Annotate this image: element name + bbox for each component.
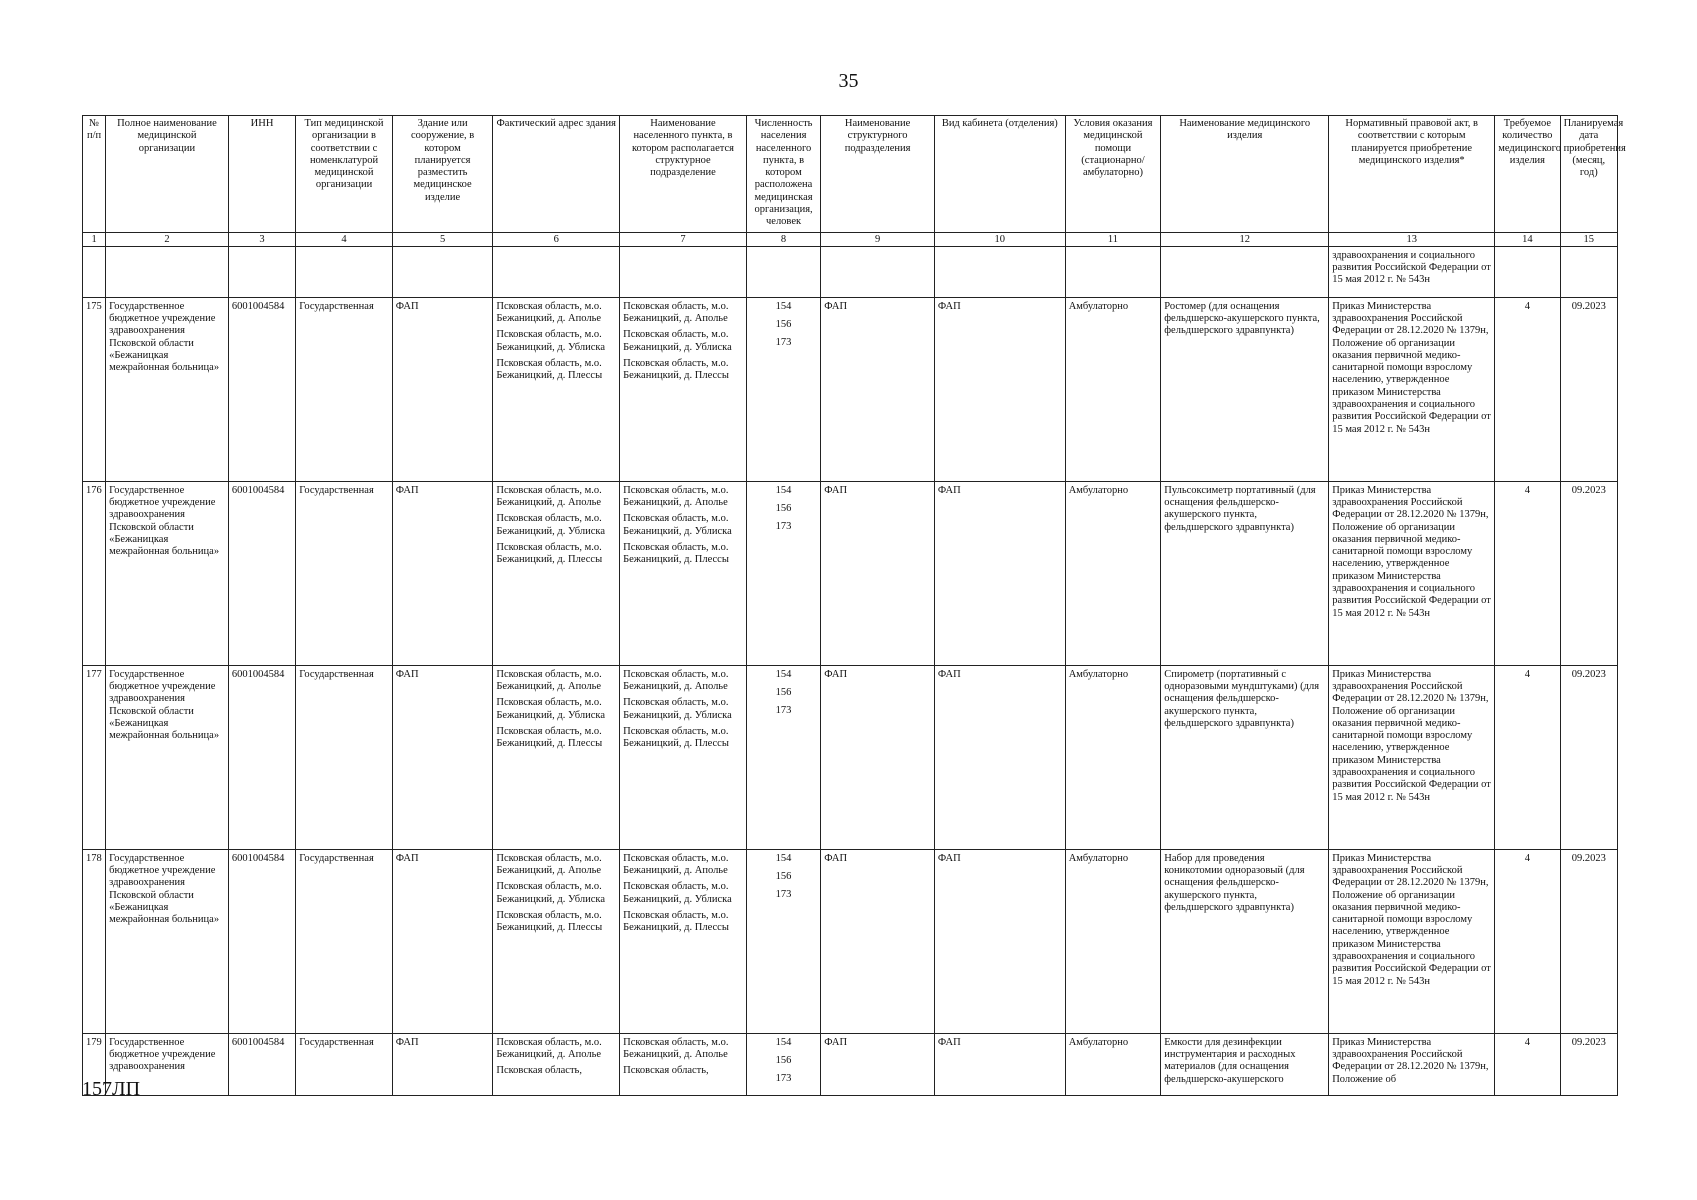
structural-unit: ФАП xyxy=(821,1033,935,1095)
row-number: 175 xyxy=(83,297,106,481)
population-value: 156 xyxy=(775,318,792,330)
legal-act: Приказ Министерства здравоохранения Российской Федерации от 28.12.2020 № 1379н, Положение об xyxy=(1329,1033,1495,1095)
settlement-line: Псковская область, м.о. Бежаницкий, д. Плессы xyxy=(623,725,729,750)
column-number: 13 xyxy=(1329,232,1495,246)
header-row xyxy=(83,116,1618,233)
address-line: Псковская область, xyxy=(496,1065,582,1077)
purchase-date: 09.2023 xyxy=(1560,481,1617,665)
continuation-act-text: здравоохранения и социального развития Российской Федерации от 15 мая 2012 г. № 543н xyxy=(1329,246,1495,297)
row-number: 178 xyxy=(83,849,106,1033)
table-row xyxy=(83,665,1618,849)
address-line: Псковская область, м.о. Бежаницкий, д. Аполье xyxy=(496,852,602,876)
cabinet-type: ФАП xyxy=(934,1033,1065,1095)
population-value: 156 xyxy=(775,686,792,698)
structural-unit: ФАП xyxy=(821,665,935,849)
org-type: Государственная xyxy=(296,665,393,849)
device-name: Пульсоксиметр портативный (для оснащения фельдшерско-акушерского пункта, фельдшерского здравпункта) xyxy=(1161,481,1329,665)
device-name: Спирометр (портативный с одноразовыми мундштуками) (для оснащения фельдшерско-акушерского пункта, фельдшерского здравпункта) xyxy=(1161,665,1329,849)
org-type: Государственная xyxy=(296,849,393,1033)
quantity: 4 xyxy=(1495,849,1560,1033)
inn: 6001004584 xyxy=(228,481,295,665)
care-conditions: Амбулаторно xyxy=(1065,1033,1161,1095)
population-value: 154 xyxy=(775,852,792,864)
address-line: Псковская область, м.о. Бежаницкий, д. Ублиска xyxy=(496,697,605,721)
population-value: 173 xyxy=(775,1073,792,1085)
settlement-cell xyxy=(620,849,747,1033)
quantity: 4 xyxy=(1495,665,1560,849)
footer-code: 157ЛП xyxy=(82,1078,141,1100)
settlement-line: Псковская область, xyxy=(623,1065,709,1077)
address-line: Псковская область, м.о. Бежаницкий, д. Плессы xyxy=(496,909,603,934)
care-conditions: Амбулаторно xyxy=(1065,297,1161,481)
cabinet-type: ФАП xyxy=(934,297,1065,481)
address-cell xyxy=(493,849,620,1033)
device-name: Ростомер (для оснащения фельдшерско-акушерского пункта, фельдшерского здравпункта) xyxy=(1161,297,1329,481)
building: ФАП xyxy=(392,849,493,1033)
legal-act: Приказ Министерства здравоохранения Российской Федерации от 28.12.2020 № 1379н, Положение об организации оказания первичной медико-санитарной помощи взрослому населению, утвержденное приказом Министерства здравоохранения и социального развития Российской Федерации от 15 мая 2012 г. № 543н xyxy=(1329,665,1495,849)
org-name: Государственное бюджетное учреждение здравоохранения xyxy=(106,1033,229,1095)
care-conditions: Амбулаторно xyxy=(1065,665,1161,849)
column-number: 12 xyxy=(1161,232,1329,246)
settlement-line: Псковская область, м.о. Бежаницкий, д. Аполье xyxy=(623,852,729,876)
care-conditions: Амбулаторно xyxy=(1065,481,1161,665)
population-value: 173 xyxy=(775,337,792,349)
inn: 6001004584 xyxy=(228,849,295,1033)
purchase-date: 09.2023 xyxy=(1560,665,1617,849)
building: ФАП xyxy=(392,297,493,481)
column-number: 11 xyxy=(1065,232,1161,246)
building: ФАП xyxy=(392,665,493,849)
settlement-line: Псковская область, м.о. Бежаницкий, д. Аполье xyxy=(623,1036,729,1060)
address-line: Псковская область, м.о. Бежаницкий, д. Ублиска xyxy=(496,513,605,537)
medical-equipment-table xyxy=(82,115,1626,1096)
header-col-2: Полное наименование медицинской организации xyxy=(106,116,229,233)
address-line: Псковская область, м.о. Бежаницкий, д. Плессы xyxy=(496,725,603,750)
org-type: Государственная xyxy=(296,297,393,481)
population-cell xyxy=(746,849,820,1033)
org-type: Государственная xyxy=(296,1033,393,1095)
header-col-1: № п/п xyxy=(83,116,106,233)
settlement-line: Псковская область, м.о. Бежаницкий, д. Ублиска xyxy=(623,881,732,905)
header-col-5: Здание или сооружение, в котором планируется разместить медицинское изделие xyxy=(392,116,493,233)
table-row xyxy=(83,297,1618,481)
row-number: 177 xyxy=(83,665,106,849)
column-number: 9 xyxy=(821,232,935,246)
address-cell xyxy=(493,297,620,481)
inn: 6001004584 xyxy=(228,665,295,849)
settlement-line: Псковская область, м.о. Бежаницкий, д. Аполье xyxy=(623,484,729,508)
structural-unit: ФАП xyxy=(821,481,935,665)
address-line: Псковская область, м.о. Бежаницкий, д. Аполье xyxy=(496,484,602,508)
column-number-row xyxy=(83,232,1618,246)
cabinet-type: ФАП xyxy=(934,481,1065,665)
column-number: 3 xyxy=(228,232,295,246)
org-type: Государственная xyxy=(296,481,393,665)
address-line: Псковская область, м.о. Бежаницкий, д. Аполье xyxy=(496,668,602,692)
address-cell xyxy=(493,481,620,665)
org-name: Государственное бюджетное учреждение здравоохранения Псковской области «Бежаницкая межрайонная больница» xyxy=(106,481,229,665)
population-value: 156 xyxy=(775,870,792,882)
device-name: Набор для проведения коникотомии одноразовый (для оснащения фельдшерско-акушерского пункта, фельдшерского здравпункта) xyxy=(1161,849,1329,1033)
header-col-14: Требуемое количество медицинского изделия xyxy=(1495,116,1560,233)
org-name: Государственное бюджетное учреждение здравоохранения Псковской области «Бежаницкая межрайонная больница» xyxy=(106,297,229,481)
row-number: 176 xyxy=(83,481,106,665)
cabinet-type: ФАП xyxy=(934,665,1065,849)
inn: 6001004584 xyxy=(228,297,295,481)
header-col-11: Условия оказания медицинской помощи (стационарно/ амбулаторно) xyxy=(1065,116,1161,233)
column-number: 10 xyxy=(934,232,1065,246)
header-col-6: Фактический адрес здания xyxy=(493,116,620,233)
population-value: 156 xyxy=(775,502,792,514)
address-line: Псковская область, м.о. Бежаницкий, д. Ублиска xyxy=(496,881,605,905)
table-row xyxy=(83,481,1618,665)
inn: 6001004584 xyxy=(228,1033,295,1095)
population-value: 173 xyxy=(775,521,792,533)
header-col-3: ИНН xyxy=(228,116,295,233)
column-number: 7 xyxy=(620,232,747,246)
column-number: 1 xyxy=(83,232,106,246)
address-cell xyxy=(493,665,620,849)
population-value: 154 xyxy=(775,1036,792,1048)
legal-act: Приказ Министерства здравоохранения Российской Федерации от 28.12.2020 № 1379н, Положение об организации оказания первичной медико-санитарной помощи взрослому населению, утвержденное приказом Министерства здравоохранения и социального развития Российской Федерации от 15 мая 2012 г. № 543н xyxy=(1329,849,1495,1033)
population-value: 156 xyxy=(775,1054,792,1066)
population-cell xyxy=(746,1033,820,1095)
address-line: Псковская область, м.о. Бежаницкий, д. Плессы xyxy=(496,357,603,382)
settlement-line: Псковская область, м.о. Бежаницкий, д. Плессы xyxy=(623,357,729,382)
column-number: 4 xyxy=(296,232,393,246)
header-col-15: Планируемая дата приобретения (месяц, год) xyxy=(1560,116,1617,233)
settlement-line: Псковская область, м.о. Бежаницкий, д. Плессы xyxy=(623,541,729,566)
column-number: 2 xyxy=(106,232,229,246)
address-cell xyxy=(493,1033,620,1095)
population-value: 173 xyxy=(775,705,792,717)
header-col-9: Наименование структурного подразделения xyxy=(821,116,935,233)
address-line: Псковская область, м.о. Бежаницкий, д. Аполье xyxy=(496,1036,602,1060)
population-value: 154 xyxy=(775,668,792,680)
legal-act: Приказ Министерства здравоохранения Российской Федерации от 28.12.2020 № 1379н, Положение об организации оказания первичной медико-санитарной помощи взрослому населению, утвержденное приказом Министерства здравоохранения и социального развития Российской Федерации от 15 мая 2012 г. № 543н xyxy=(1329,481,1495,665)
header-col-8: Численность населения населенного пункта, в котором расположена медицинская организация, человек xyxy=(746,116,820,233)
population-cell xyxy=(746,665,820,849)
column-number: 15 xyxy=(1560,232,1617,246)
cabinet-type: ФАП xyxy=(934,849,1065,1033)
table-row xyxy=(83,849,1618,1033)
column-number: 8 xyxy=(746,232,820,246)
settlement-cell xyxy=(620,481,747,665)
quantity: 4 xyxy=(1495,481,1560,665)
population-cell xyxy=(746,481,820,665)
row-number: 179 xyxy=(83,1033,106,1095)
org-name: Государственное бюджетное учреждение здравоохранения Псковской области «Бежаницкая межрайонная больница» xyxy=(106,849,229,1033)
purchase-date: 09.2023 xyxy=(1560,297,1617,481)
column-number: 6 xyxy=(493,232,620,246)
quantity: 4 xyxy=(1495,1033,1560,1095)
population-cell xyxy=(746,297,820,481)
care-conditions: Амбулаторно xyxy=(1065,849,1161,1033)
structural-unit: ФАП xyxy=(821,849,935,1033)
settlement-cell xyxy=(620,665,747,849)
page-number: 35 xyxy=(838,70,859,92)
address-line: Псковская область, м.о. Бежаницкий, д. Плессы xyxy=(496,541,603,566)
header-col-12: Наименование медицинского изделия xyxy=(1161,116,1329,233)
quantity: 4 xyxy=(1495,297,1560,481)
org-name: Государственное бюджетное учреждение здравоохранения Псковской области «Бежаницкая межрайонная больница» xyxy=(106,665,229,849)
settlement-line: Псковская область, м.о. Бежаницкий, д. Ублиска xyxy=(623,329,732,353)
settlement-line: Псковская область, м.о. Бежаницкий, д. Ублиска xyxy=(623,513,732,537)
population-value: 173 xyxy=(775,889,792,901)
continuation-row xyxy=(83,246,1618,297)
header-col-7: Наименование населенного пункта, в котором располагается структурное подразделение xyxy=(620,116,747,233)
population-value: 154 xyxy=(775,300,792,312)
device-name: Емкости для дезинфекции инструментария и расходных материалов (для оснащения фельдшерско-акушерского xyxy=(1161,1033,1329,1095)
address-line: Псковская область, м.о. Бежаницкий, д. Ублиска xyxy=(496,329,605,353)
structural-unit: ФАП xyxy=(821,297,935,481)
settlement-cell xyxy=(620,297,747,481)
column-number: 5 xyxy=(392,232,493,246)
column-number: 14 xyxy=(1495,232,1560,246)
settlement-line: Псковская область, м.о. Бежаницкий, д. Аполье xyxy=(623,668,729,692)
building: ФАП xyxy=(392,1033,493,1095)
settlement-cell xyxy=(620,1033,747,1095)
table-row xyxy=(83,1033,1618,1095)
settlement-line: Псковская область, м.о. Бежаницкий, д. Аполье xyxy=(623,300,729,324)
purchase-date: 09.2023 xyxy=(1560,1033,1617,1095)
settlement-line: Псковская область, м.о. Бежаницкий, д. Ублиска xyxy=(623,697,732,721)
building: ФАП xyxy=(392,481,493,665)
legal-act: Приказ Министерства здравоохранения Российской Федерации от 28.12.2020 № 1379н, Положение об организации оказания первичной медико-санитарной помощи взрослому населению, утвержденное приказом Министерства здравоохранения и социального развития Российской Федерации от 15 мая 2012 г. № 543н xyxy=(1329,297,1495,481)
purchase-date: 09.2023 xyxy=(1560,849,1617,1033)
header-col-13: Нормативный правовой акт, в соответствии с которым планируется приобретение медицинского изделия* xyxy=(1329,116,1495,233)
header-col-10: Вид кабинета (отделения) xyxy=(934,116,1065,233)
settlement-line: Псковская область, м.о. Бежаницкий, д. Плессы xyxy=(623,909,729,934)
address-line: Псковская область, м.о. Бежаницкий, д. Аполье xyxy=(496,300,602,324)
header-col-4: Тип медицинской организации в соответствии с номенклатурой медицинской организации xyxy=(296,116,393,233)
population-value: 154 xyxy=(775,484,792,496)
